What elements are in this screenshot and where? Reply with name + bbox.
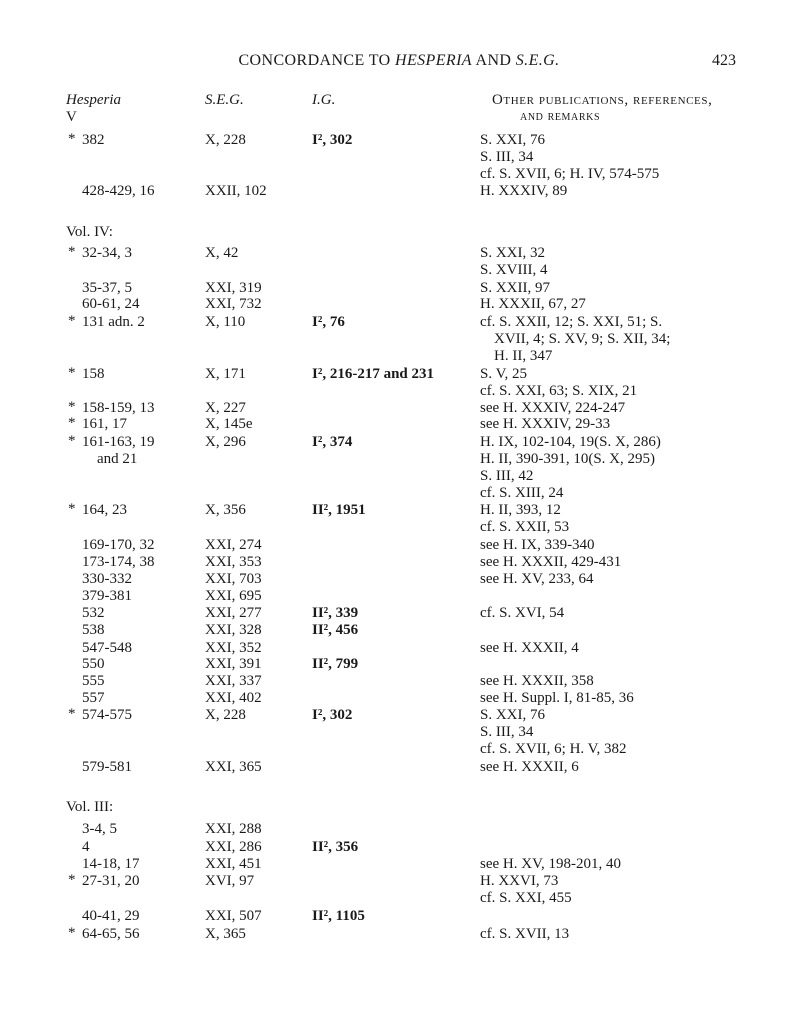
column-header-hesperia: Hesperia [66,92,121,108]
seg-ref: X, 42 [205,245,239,261]
seg-ref: XXI, 507 [205,908,262,924]
star-marker: * [68,501,76,517]
remark-line: XVII, 4; S. XV, 9; S. XII, 34; [494,331,671,347]
star-marker: * [68,313,76,329]
remark-line: S. V, 25 [480,366,527,382]
hesperia-ref: 4 [82,839,90,855]
remark-line: see H. IX, 339-340 [480,537,595,553]
ig-ref: II², 456 [312,622,359,638]
remark-line: H. II, 347 [494,348,553,364]
hesperia-ref: 547-548 [82,640,132,656]
hesperia-ref: 32-34, 3 [82,245,132,261]
star-marker: * [68,706,76,722]
seg-ref: X, 228 [205,707,246,723]
seg-ref: XXI, 328 [205,622,262,638]
column-header-seg: S.E.G. [205,92,244,108]
seg-ref: XXI, 451 [205,856,262,872]
remark-line: H. II, 393, 12 [480,502,561,518]
remark-line: S. XXI, 32 [480,245,546,261]
column-header-other: Other publications, references, [492,92,713,108]
hesperia-ref: 27-31, 20 [82,873,140,889]
ig-ref: I², 76 [312,314,345,330]
remark-line: S. III, 42 [480,468,534,484]
hesperia-ref: 382 [82,132,105,148]
remark-line: H. XXXII, 67, 27 [480,296,586,312]
remark-line: see H. XXXII, 4 [480,640,579,656]
seg-ref: X, 356 [205,502,246,518]
hesperia-ref: 3-4, 5 [82,821,117,837]
star-marker: * [68,925,76,941]
remark-line: cf. S. XXII, 12; S. XXI, 51; S. [480,314,663,330]
hesperia-ref: 131 adn. 2 [82,314,145,330]
header-title-seg: S.E.G. [515,52,560,69]
remark-line: cf. S. XVII, 13 [480,926,570,942]
hesperia-ref: 14-18, 17 [82,856,140,872]
star-marker: * [68,365,76,381]
remark-line: H. XXXIV, 89 [480,183,568,199]
remark-line: H. XXVI, 73 [480,873,559,889]
hesperia-ref: 60-61, 24 [82,296,140,312]
remark-line: cf. S. XIII, 24 [480,485,564,501]
hesperia-ref: 164, 23 [82,502,127,518]
page-number: 423 [712,52,736,69]
remark-line: H. IX, 102-104, 19(S. X, 286) [480,434,661,450]
hesperia-ref: 40-41, 29 [82,908,140,924]
seg-ref: XXI, 337 [205,673,262,689]
seg-ref: XXI, 319 [205,280,262,296]
seg-ref: XXI, 703 [205,571,262,587]
seg-ref: X, 365 [205,926,246,942]
remark-line: S. XXII, 97 [480,280,550,296]
remark-line: S. XXI, 76 [480,132,546,148]
hesperia-ref: 550 [82,656,105,672]
ig-ref: I², 216-217 and 231 [312,366,435,382]
section-label-vol-iii: Vol. III: [66,799,114,815]
hesperia-ref: 330-332 [82,571,132,587]
hesperia-ref: 161, 17 [82,416,127,432]
seg-ref: XXI, 286 [205,839,262,855]
ig-ref: II², 1951 [312,502,366,518]
column-header-ig: I.G. [312,92,336,108]
section-label-vol-iv: Vol. IV: [66,224,113,240]
seg-ref: XVI, 97 [205,873,255,889]
seg-ref: X, 171 [205,366,246,382]
hesperia-ref: 579-581 [82,759,132,775]
column-header-other-line2: and remarks [520,109,601,124]
remark-line: see H. XV, 233, 64 [480,571,594,587]
seg-ref: XXI, 353 [205,554,262,570]
star-marker: * [68,131,76,147]
star-marker: * [68,872,76,888]
seg-ref: XXI, 695 [205,588,262,604]
star-marker: * [68,399,76,415]
remark-line: cf. S. XXI, 63; S. XIX, 21 [480,383,638,399]
seg-ref: X, 296 [205,434,246,450]
hesperia-ref: 169-170, 32 [82,537,155,553]
remark-line: see H. XXXIV, 224-247 [480,400,626,416]
ig-ref: I², 302 [312,132,353,148]
ig-ref: II², 1105 [312,908,365,924]
remark-line: S. XXI, 76 [480,707,546,723]
hesperia-ref: 557 [82,690,105,706]
seg-ref: X, 110 [205,314,246,330]
star-marker: * [68,415,76,431]
seg-ref: X, 227 [205,400,246,416]
hesperia-ref: 161-163, 19 [82,434,155,450]
remark-line: see H. XXXIV, 29-33 [480,416,611,432]
seg-ref: XXI, 402 [205,690,262,706]
section-label-v: V [66,109,77,125]
remark-line: cf. S. XXII, 53 [480,519,570,535]
remark-line: see H. XV, 198-201, 40 [480,856,621,872]
header-title-part: AND [471,52,516,69]
seg-ref: XXII, 102 [205,183,267,199]
star-marker: * [68,244,76,260]
remark-line: H. II, 390-391, 10(S. X, 295) [480,451,655,467]
ig-ref: II², 339 [312,605,359,621]
seg-ref: X, 228 [205,132,246,148]
seg-ref: XXI, 352 [205,640,262,656]
hesperia-ref: 532 [82,605,105,621]
remark-line: S. III, 34 [480,149,534,165]
hesperia-ref: 173-174, 38 [82,554,155,570]
hesperia-ref: 35-37, 5 [82,280,132,296]
star-marker: * [68,433,76,449]
remark-line: see H. XXXII, 429-431 [480,554,622,570]
remark-line: see H. Suppl. I, 81-85, 36 [480,690,634,706]
hesperia-ref: 428-429, 16 [82,183,155,199]
hesperia-ref: 574-575 [82,707,132,723]
seg-ref: XXI, 391 [205,656,262,672]
hesperia-ref: 158 [82,366,105,382]
header-title-part: CONCORDANCE TO [238,52,396,69]
remark-line: S. XVIII, 4 [480,262,548,278]
ig-ref: I², 302 [312,707,353,723]
remark-line: see H. XXXII, 358 [480,673,594,689]
hesperia-ref: 555 [82,673,105,689]
seg-ref: XXI, 288 [205,821,262,837]
hesperia-ref-continuation: and 21 [97,451,138,467]
hesperia-ref: 158-159, 13 [82,400,155,416]
remark-line: S. III, 34 [480,724,534,740]
ig-ref: I², 374 [312,434,353,450]
hesperia-ref: 64-65, 56 [82,926,140,942]
seg-ref: XXI, 365 [205,759,262,775]
seg-ref: X, 145e [205,416,253,432]
remark-line: cf. S. XXI, 455 [480,890,572,906]
ig-ref: II², 356 [312,839,359,855]
seg-ref: XXI, 277 [205,605,262,621]
remark-line: cf. S. XVII, 6; H. IV, 574-575 [480,166,660,182]
ig-ref: II², 799 [312,656,359,672]
remark-line: see H. XXXII, 6 [480,759,579,775]
remark-line: cf. S. XVI, 54 [480,605,565,621]
seg-ref: XXI, 732 [205,296,262,312]
remark-line: cf. S. XVII, 6; H. V, 382 [480,741,627,757]
header-title-hesperia: HESPERIA [395,52,472,69]
hesperia-ref: 379-381 [82,588,132,604]
seg-ref: XXI, 274 [205,537,262,553]
hesperia-ref: 538 [82,622,105,638]
